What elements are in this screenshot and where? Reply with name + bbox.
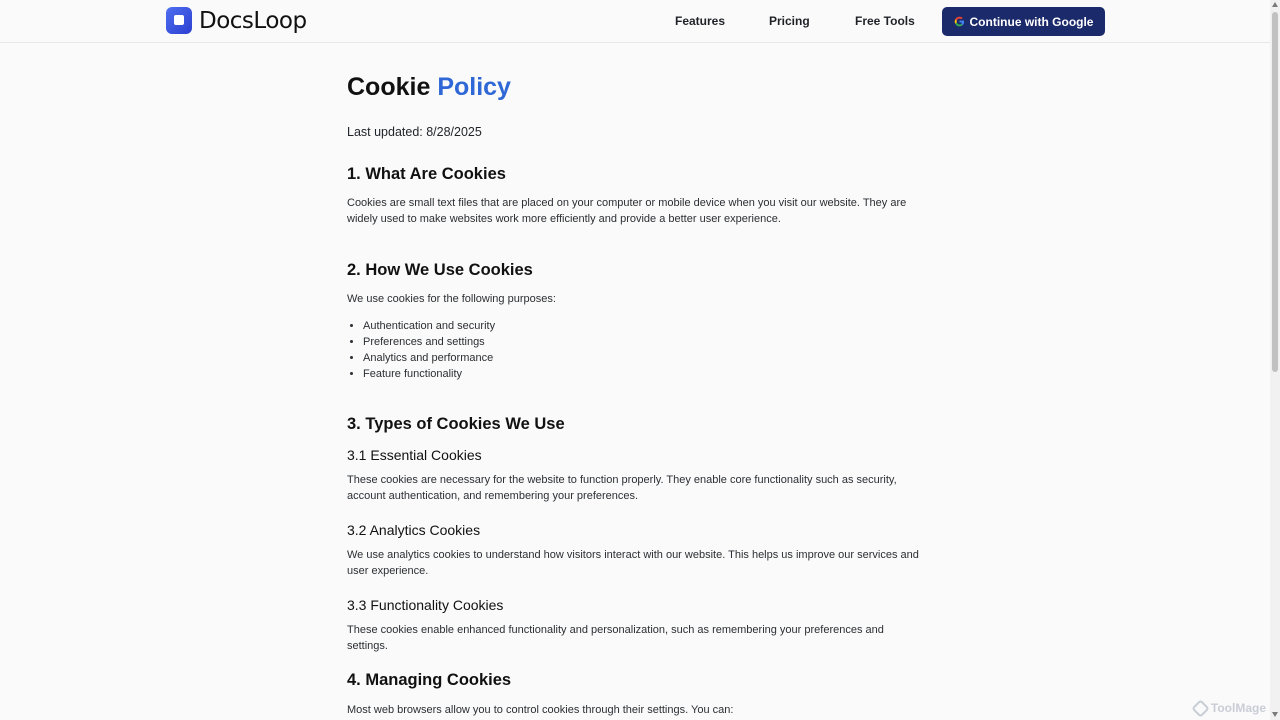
list-item: • Preferences and settings: [363, 334, 495, 350]
last-updated: Last updated: 8/28/2025: [347, 125, 482, 139]
section-heading-types: 3. Types of Cookies We Use: [347, 415, 565, 433]
watermark-icon: [1191, 699, 1209, 717]
list-item: • Feature functionality: [363, 366, 495, 382]
google-icon: [954, 16, 965, 27]
continue-with-google-button[interactable]: [942, 7, 1105, 36]
scroll-down-icon[interactable]: [1272, 712, 1278, 717]
body-functionality: These cookies enable enhanced functionality and personalization, such as remembering your preferences and settings.: [347, 624, 884, 652]
list-item: • Analytics and performance: [363, 350, 495, 366]
nav-pricing[interactable]: Pricing: [769, 14, 810, 28]
subheading-analytics: 3.2 Analytics Cookies: [347, 522, 481, 538]
watermark: [1194, 701, 1266, 715]
section-body-what-are-cookies: Cookies are small text files that are placed on your computer or mobile device when you visit our website. They are widely used to make websites work more efficiently and provide a better user experience.: [347, 197, 907, 225]
logo-text: DocsLoop: [199, 7, 307, 34]
site-header: [0, 0, 1270, 43]
section-intro-how-we-use: We use cookies for the following purposes:: [347, 293, 556, 305]
section-heading-what-are-cookies: 1. What Are Cookies: [347, 165, 506, 183]
section-heading-how-we-use: 2. How We Use Cookies: [347, 261, 533, 279]
list-item: • Authentication and security: [363, 318, 495, 334]
logo[interactable]: [166, 7, 307, 34]
docsloop-logo-icon: [166, 7, 192, 34]
google-button-label: Continue with Google: [969, 14, 1094, 29]
scroll-thumb[interactable]: [1272, 12, 1278, 372]
nav-features[interactable]: Features: [675, 14, 726, 28]
subheading-essential: 3.1 Essential Cookies: [347, 447, 482, 463]
section-intro-managing: Most web browsers allow you to control cookies through their settings. You can:: [347, 704, 734, 716]
body-analytics: We use analytics cookies to understand how visitors interact with our website. This helps us improve our services and user experience.: [347, 549, 919, 577]
page-title-part2: Policy: [437, 73, 511, 101]
section-heading-managing: 4. Managing Cookies: [347, 671, 512, 689]
watermark-text: ToolMage: [1210, 701, 1266, 715]
page-scrollbar[interactable]: [1270, 0, 1280, 720]
body-essential: These cookies are necessary for the website to function properly. They enable core functionality such as security, account authentication, and remembering your preferences.: [347, 474, 897, 502]
nav-free-tools[interactable]: Free Tools: [855, 14, 915, 28]
subheading-functionality: 3.3 Functionality Cookies: [347, 597, 504, 613]
page-title-part1: Cookie: [347, 73, 431, 101]
purpose-list: [363, 318, 495, 382]
page-title: [347, 73, 511, 102]
scroll-up-icon[interactable]: [1272, 2, 1278, 7]
